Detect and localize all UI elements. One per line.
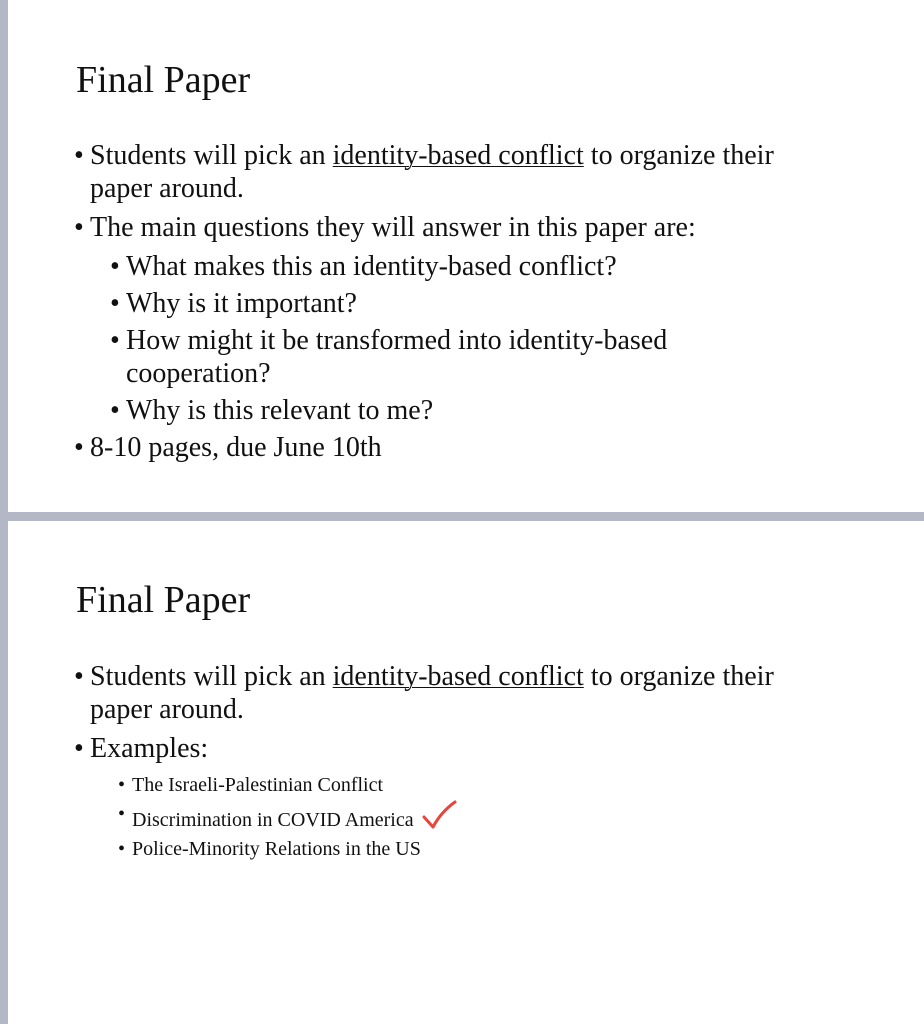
bullet-text: How might it be transformed into identity-based (126, 325, 668, 356)
bullet-text: to organize their (583, 661, 774, 692)
slide-1 (8, 0, 924, 512)
bullet-text: 8-10 pages, due June 10th (90, 432, 382, 463)
example-item (118, 771, 904, 800)
bullet-length-due (74, 431, 904, 464)
bullet-text: Students will pick an (90, 140, 333, 171)
sub-bullet-question (110, 324, 904, 390)
bullet-text: The main questions they will answer in this paper are: (90, 212, 696, 243)
bullet-text: Why is it important? (126, 288, 357, 319)
bullet-text-continued: paper around. (90, 173, 244, 204)
bullet-text: Students will pick an (90, 661, 333, 692)
slide-2 (8, 521, 924, 1024)
bullet-text: The Israeli-Palestinian Conflict (132, 774, 384, 796)
bullet-text: Examples: (90, 733, 209, 764)
bullet-text: Discrimination in COVID America (132, 809, 414, 831)
bullet-examples (74, 732, 904, 765)
bullet-text-continued: paper around. (90, 694, 244, 725)
bullet-pick-conflict (74, 139, 904, 205)
bullet-text: Police-Minority Relations in the US (132, 838, 421, 860)
bullet-text-continued: cooperation? (126, 358, 271, 389)
sub-bullet-question (110, 287, 904, 320)
sub-bullet-question (110, 250, 904, 283)
example-item (118, 800, 904, 835)
bullet-list (74, 139, 904, 470)
bullet-main-questions (74, 211, 904, 244)
check-icon (421, 800, 457, 830)
bullet-pick-conflict (74, 660, 904, 726)
slide-title: Final Paper (76, 59, 251, 101)
bullet-list (74, 660, 904, 864)
example-item (118, 835, 904, 864)
sub-bullet-question (110, 394, 904, 427)
bullet-text: to organize their (583, 140, 774, 171)
bullet-text: What makes this an identity-based conflict? (126, 251, 617, 282)
bullet-text: Why is this relevant to me? (126, 395, 434, 426)
underlined-term: identity-based conflict (332, 661, 584, 692)
underlined-term: identity-based conflict (332, 140, 584, 171)
slide-title: Final Paper (76, 579, 251, 621)
